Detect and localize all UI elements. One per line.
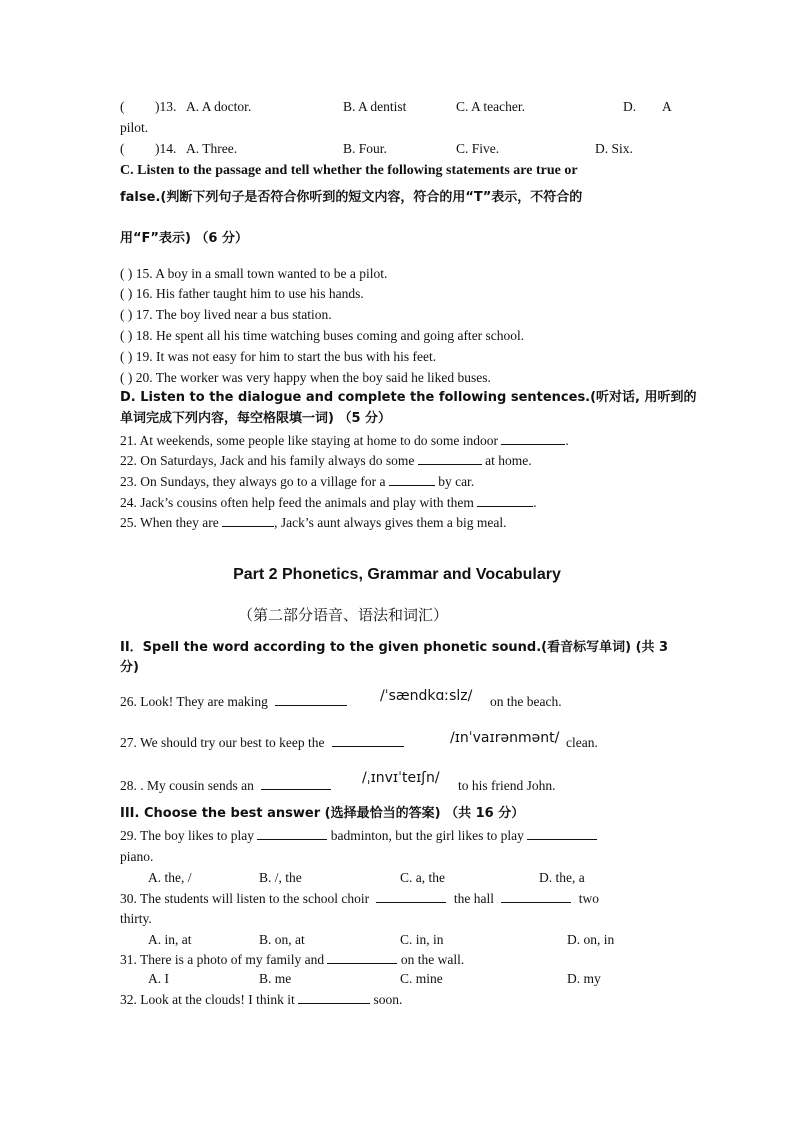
q30-option-a[interactable]: A. in, at xyxy=(148,932,192,947)
q32-text: 32. Look at the clouds! I think it xyxy=(120,992,295,1007)
q31-line1 xyxy=(120,951,464,969)
q31-text-after: on the wall. xyxy=(400,952,465,967)
q29-line1 xyxy=(120,827,597,845)
tf-text: It was not easy for him to start the bus with his feet. xyxy=(156,349,437,364)
section-d-line1: D. Listen to the dialogue and complete the following sentences.(听对话, 用听到的 xyxy=(120,390,697,405)
answer-blank[interactable] xyxy=(261,777,331,790)
spell-text: 26. Look! They are making xyxy=(120,694,268,709)
section-c-line1: C. Listen to the passage and tell whether the following statements are true or xyxy=(120,163,578,178)
answer-blank[interactable] xyxy=(222,514,274,527)
q13-option-d-letter: D. xyxy=(623,99,637,114)
spell-item-26 xyxy=(120,693,347,711)
answer-blank[interactable] xyxy=(527,827,597,840)
answer-blank[interactable] xyxy=(418,452,482,465)
fill-text: 23. On Sundays, they always go to a village for a xyxy=(120,474,386,489)
q30-line1 xyxy=(120,890,599,908)
tf-item xyxy=(120,285,364,303)
part2-title: Part 2 Phonetics, Grammar and Vocabulary xyxy=(233,566,561,583)
fill-text: 25. When they are xyxy=(120,515,219,530)
fill-text-after: . xyxy=(533,495,537,510)
q29-text: 29. The boy likes to play xyxy=(120,828,254,843)
q31-option-d[interactable]: D. my xyxy=(567,971,601,986)
tf-number: ( ) 15. xyxy=(120,266,153,281)
phonetic-28: /ˌɪnvɪˈteɪʃn/ xyxy=(362,770,440,786)
q13-paren: ( xyxy=(120,99,125,114)
q14-paren: ( xyxy=(120,141,125,156)
fill-text: 24. Jack’s cousins often help feed the animals and play with them xyxy=(120,495,474,510)
section-c-line3: 用“F”表示) （6 分） xyxy=(120,231,249,246)
q30-text-end: two xyxy=(578,891,599,906)
spell-text: 27. We should try our best to keep the xyxy=(120,735,325,750)
answer-blank[interactable] xyxy=(376,890,446,903)
section-iii-title: III. Choose the best answer (选择最恰当的答案) （共 16 分） xyxy=(120,806,525,821)
tf-number: ( ) 18. xyxy=(120,328,153,343)
q29-option-b[interactable]: B. /, the xyxy=(259,870,302,885)
q13-option-b: B. A dentist xyxy=(343,99,407,114)
q29-text-mid: badminton, but the girl likes to play xyxy=(330,828,524,843)
section-c-line2: false.(判断下列句子是否符合你听到的短文内容，符合的用“T”表示，不符合的 xyxy=(120,190,583,205)
q31-option-b[interactable]: B. me xyxy=(259,971,292,986)
section-ii-line2: 分) xyxy=(120,660,139,675)
q29-option-c[interactable]: C. a, the xyxy=(400,870,445,885)
answer-blank[interactable] xyxy=(501,890,571,903)
answer-blank[interactable] xyxy=(389,473,435,486)
tf-number: ( ) 17. xyxy=(120,307,153,322)
fill-text-after: . xyxy=(565,433,569,448)
tf-text: The boy lived near a bus station. xyxy=(155,307,332,322)
fill-text-after: at home. xyxy=(485,453,532,468)
q14-option-c: C. Five. xyxy=(456,141,500,156)
spell-after-28: to his friend John. xyxy=(458,778,556,793)
answer-blank[interactable] xyxy=(257,827,327,840)
q14-option-a: A. Three. xyxy=(186,141,238,156)
tf-item xyxy=(120,348,436,366)
fill-item xyxy=(120,473,474,491)
tf-number: ( ) 20. xyxy=(120,370,153,385)
q30-option-c[interactable]: C. in, in xyxy=(400,932,444,947)
tf-item xyxy=(120,265,387,283)
q29-option-a[interactable]: A. the, / xyxy=(148,870,192,885)
q13-option-a: A. A doctor. xyxy=(186,99,252,114)
q13-option-c: C. A teacher. xyxy=(456,99,525,114)
fill-item xyxy=(120,514,507,532)
answer-blank[interactable] xyxy=(275,693,347,706)
answer-blank[interactable] xyxy=(298,991,370,1004)
phonetic-26: /ˈsændkɑːslz/ xyxy=(380,688,473,704)
section-ii-line1: II．Spell the word according to the given phonetic sound.(看音标写单词) (共 3 xyxy=(120,640,669,655)
spell-after-27: clean. xyxy=(566,735,598,750)
tf-item xyxy=(120,327,524,345)
q14-option-b: B. Four. xyxy=(343,141,387,156)
tf-text: The worker was very happy when the boy said he liked buses. xyxy=(155,370,491,385)
q29-option-d[interactable]: D. the, a xyxy=(539,870,585,885)
tf-item xyxy=(120,369,491,387)
spell-item-27 xyxy=(120,734,404,752)
tf-text: He spent all his time watching buses coming and going after school. xyxy=(156,328,525,343)
q30-option-b[interactable]: B. on, at xyxy=(259,932,305,947)
answer-blank[interactable] xyxy=(501,432,565,445)
fill-text: 21. At weekends, some people like staying at home to do some indoor xyxy=(120,433,498,448)
section-d-line2: 单词完成下列内容，每空格限填一词) （5 分） xyxy=(120,411,392,426)
fill-item xyxy=(120,432,569,450)
q31-option-c[interactable]: C. mine xyxy=(400,971,443,986)
spell-item-28 xyxy=(120,777,331,795)
q32-text-after: soon. xyxy=(373,992,403,1007)
fill-text-after: , Jack’s aunt always gives them a big meal. xyxy=(274,515,507,530)
phonetic-27: /ɪnˈvaɪrənmənt/ xyxy=(450,730,560,746)
q30-option-d[interactable]: D. on, in xyxy=(567,932,615,947)
q13-number: )13. xyxy=(155,99,177,114)
answer-blank[interactable] xyxy=(327,951,397,964)
q14-number: )14. xyxy=(155,141,177,156)
answer-blank[interactable] xyxy=(332,734,404,747)
spell-text: 28. . My cousin sends an xyxy=(120,778,254,793)
q31-option-a[interactable]: A. I xyxy=(148,971,169,986)
answer-blank[interactable] xyxy=(477,494,533,507)
q30-text: 30. The students will listen to the school choir xyxy=(120,891,370,906)
fill-text: 22. On Saturdays, Jack and his family always do some xyxy=(120,453,415,468)
fill-text-after: by car. xyxy=(438,474,475,489)
q31-text: 31. There is a photo of my family and xyxy=(120,952,325,967)
q13-option-d-continued: pilot. xyxy=(120,120,149,135)
tf-text: His father taught him to use his hands. xyxy=(156,286,364,301)
spell-after-26: on the beach. xyxy=(490,694,562,709)
q13-option-d-word: A xyxy=(662,99,672,114)
tf-item xyxy=(120,306,332,324)
tf-number: ( ) 16. xyxy=(120,286,153,301)
fill-item xyxy=(120,452,532,470)
q30-line2: thirty. xyxy=(120,911,152,926)
q29-line2: piano. xyxy=(120,849,154,864)
q14-option-d: D. Six. xyxy=(595,141,633,156)
q30-text-mid: the hall xyxy=(453,891,494,906)
tf-number: ( ) 19. xyxy=(120,349,153,364)
q32-line1 xyxy=(120,991,402,1009)
part2-subtitle: （第二部分语音、语法和词汇） xyxy=(238,606,449,624)
tf-text: A boy in a small town wanted to be a pilot. xyxy=(155,266,388,281)
fill-item xyxy=(120,494,537,512)
